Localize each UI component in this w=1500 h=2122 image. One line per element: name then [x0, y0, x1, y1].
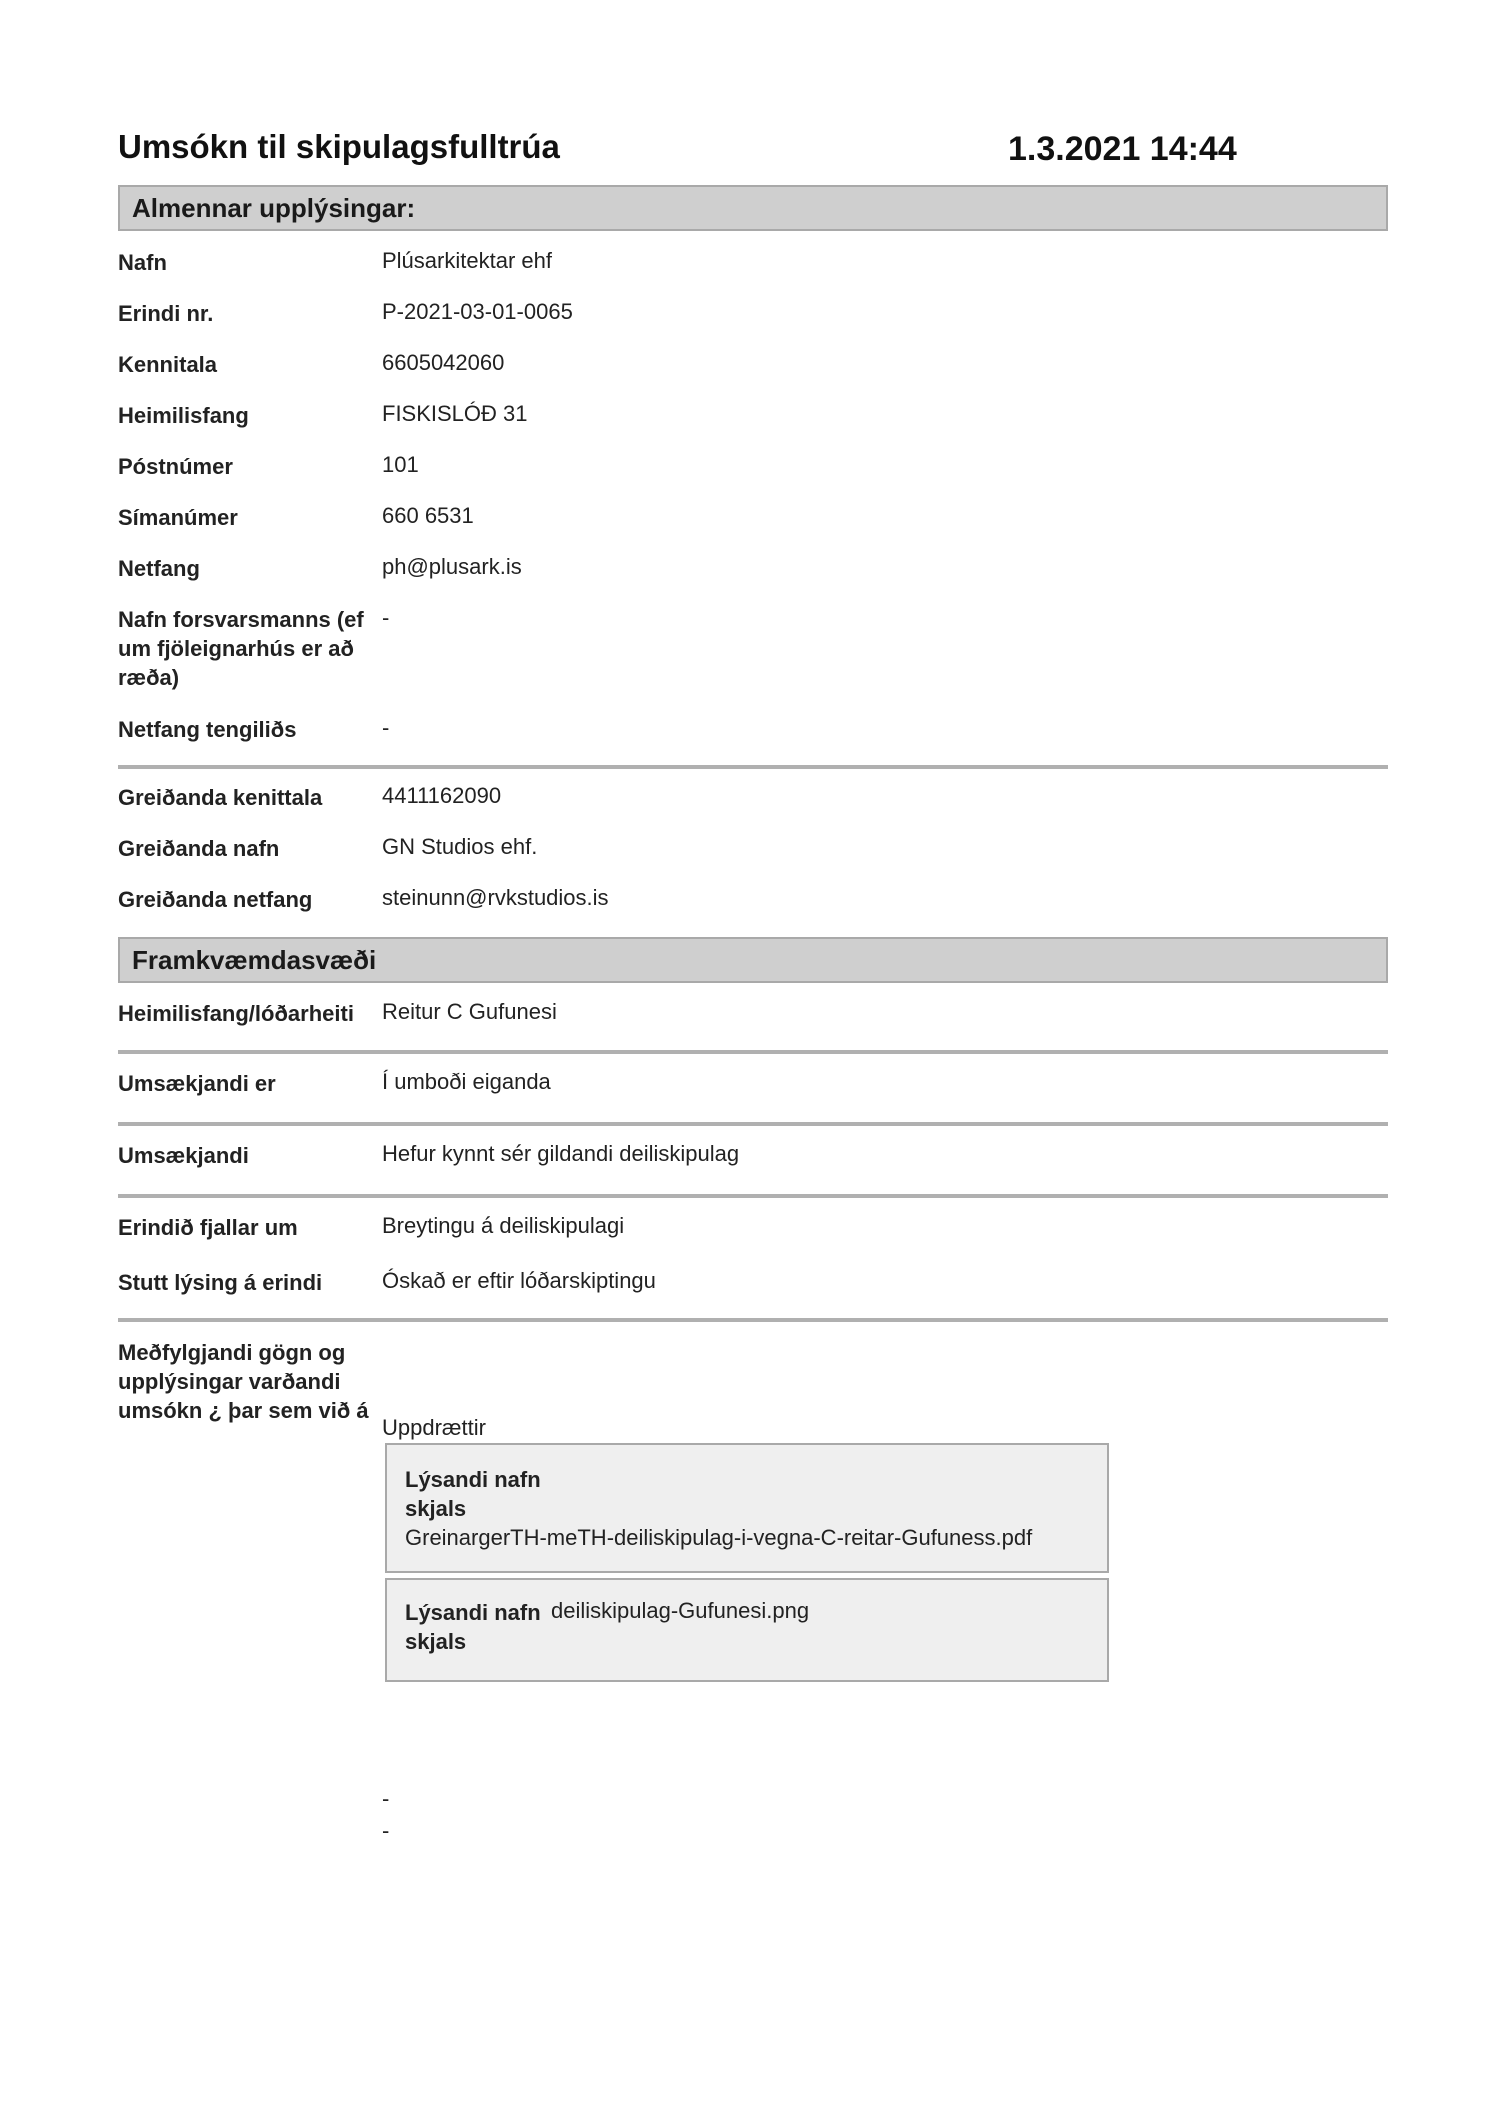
field-label-postal-code: Póstnúmer — [118, 454, 233, 479]
attachment-name-label: Lýsandi nafn skjals — [405, 1600, 541, 1654]
attachment-extra-value: - — [382, 1818, 390, 1843]
attachment-extra-value: - — [382, 1786, 390, 1811]
field-label-address: Heimilisfang — [118, 403, 249, 428]
field-value-subject: Breytingu á deiliskipulagi — [382, 1213, 625, 1238]
section-header-area: Framkvæmdasvæði — [118, 937, 1388, 983]
divider — [118, 1122, 1388, 1126]
field-value-applicant-is: Í umboði eiganda — [382, 1069, 551, 1094]
document-datetime: 1.3.2021 14:44 — [1008, 130, 1237, 168]
field-value-description: Óskað er eftir lóðarskiptingu — [382, 1268, 656, 1293]
field-value-name: Plúsarkitektar ehf — [382, 248, 552, 273]
field-label-representative: Nafn forsvarsmanns (ef um fjöleignarhús er að ræða) — [118, 607, 364, 690]
field-label-attachments: Meðfylgjandi gögn og upplýsingar varðandi umsókn ¿ þar sem við á — [118, 1340, 369, 1423]
divider — [118, 1050, 1388, 1054]
field-label-lot-address: Heimilisfang/lóðarheiti — [118, 1001, 354, 1026]
field-value-phone: 660 6531 — [382, 503, 474, 528]
attachments-group-title: Uppdrættir — [382, 1415, 486, 1440]
field-value-email: ph@plusark.is — [382, 554, 522, 579]
field-label-payer-id: Greiðanda kenittala — [118, 785, 323, 810]
attachment-file-box — [385, 1443, 1109, 1573]
field-label-id-number: Kennitala — [118, 352, 218, 377]
section-header-general: Almennar upplýsingar: — [118, 185, 1388, 231]
field-value-id-number: 6605042060 — [382, 350, 505, 375]
field-value-postal-code: 101 — [382, 452, 419, 477]
field-label-applicant: Umsækjandi — [118, 1143, 249, 1168]
divider — [118, 1318, 1388, 1322]
divider — [118, 1194, 1388, 1198]
field-value-contact-email: - — [382, 715, 390, 740]
document-title: Umsókn til skipulagsfulltrúa — [118, 128, 560, 165]
field-value-payer-email: steinunn@rvkstudios.is — [382, 885, 609, 910]
field-value-lot-address: Reitur C Gufunesi — [382, 999, 557, 1024]
field-label-contact-email: Netfang tengiliðs — [118, 717, 297, 742]
attachment-file-name: GreinargerTH-meTH-deiliskipulag-i-vegna-C-reitar-Gufuness.pdf — [405, 1525, 1033, 1550]
field-label-phone: Símanúmer — [118, 505, 238, 530]
field-label-name: Nafn — [118, 250, 167, 275]
field-label-case-number: Erindi nr. — [118, 301, 214, 326]
field-label-payer-name: Greiðanda nafn — [118, 836, 280, 861]
field-value-address: FISKISLÓÐ 31 — [382, 401, 528, 426]
field-label-payer-email: Greiðanda netfang — [118, 887, 313, 912]
field-label-applicant-is: Umsækjandi er — [118, 1071, 276, 1096]
field-value-payer-id: 4411162090 — [382, 783, 502, 808]
field-label-description: Stutt lýsing á erindi — [118, 1270, 323, 1295]
field-label-email: Netfang — [118, 556, 200, 581]
field-label-subject: Erindið fjallar um — [118, 1215, 298, 1240]
attachment-file-box — [385, 1578, 1109, 1682]
field-value-representative: - — [382, 605, 390, 630]
attachment-name-label: Lýsandi nafn skjals — [405, 1467, 541, 1521]
field-value-case-number: P-2021-03-01-0065 — [382, 299, 573, 324]
field-value-payer-name: GN Studios ehf. — [382, 834, 538, 859]
attachment-file-name: deiliskipulag-Gufunesi.png — [551, 1598, 810, 1623]
divider — [118, 765, 1388, 769]
field-value-applicant: Hefur kynnt sér gildandi deiliskipulag — [382, 1141, 740, 1166]
